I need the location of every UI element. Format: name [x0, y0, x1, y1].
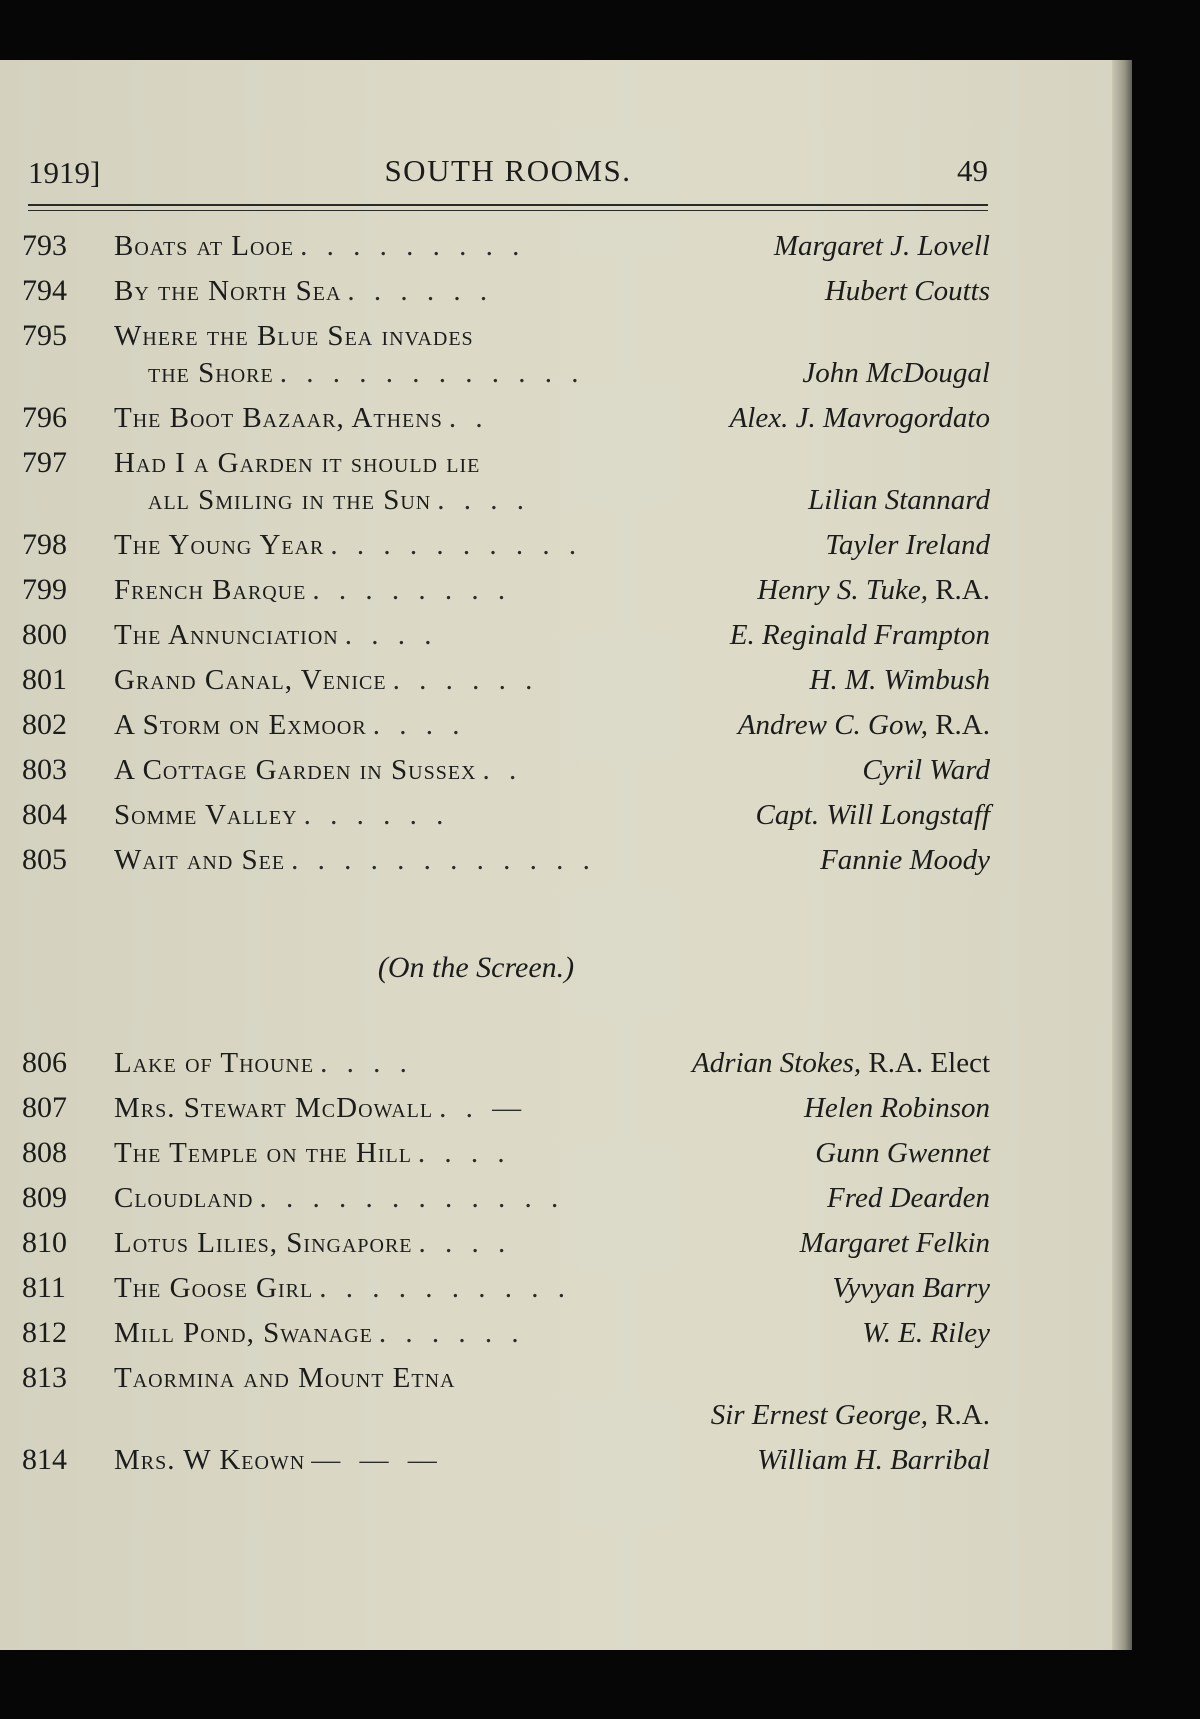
entry-title: Mill Pond, Swanage [114, 1317, 373, 1349]
entry-800 [22, 617, 990, 654]
entry-810 [22, 1225, 990, 1262]
entry-802 [22, 707, 990, 744]
entry-number: 807 [22, 1091, 67, 1124]
entry-artist: Sir Ernest George, R.A. [710, 1399, 990, 1431]
entry-number: 810 [22, 1226, 67, 1259]
entry-803 [22, 752, 990, 789]
dot-leader: . . . . . . . . . . . . [259, 1182, 565, 1214]
entry-title: The Goose Girl [114, 1272, 314, 1304]
entry-number: 808 [22, 1136, 67, 1169]
entry-title: Cloudland [114, 1182, 254, 1214]
entry-title: Lotus Lilies, Singapore [114, 1227, 413, 1259]
page-number: 49 [957, 153, 988, 188]
entry-title: The Annunciation [114, 619, 339, 651]
dot-leader: . . . . [418, 1227, 512, 1259]
dot-leader: . . . . [372, 709, 466, 741]
dot-leader: . . . . [344, 619, 438, 651]
dot-leader: . . . . . . . . . . . . [279, 357, 585, 389]
entry-title: A Cottage Garden in Sussex [114, 754, 477, 786]
entry-number: 805 [22, 843, 67, 876]
entry-title: Grand Canal, Venice [114, 664, 387, 696]
entry-artist: Capt. Will Longstaff [755, 799, 990, 831]
entry-807 [22, 1090, 990, 1127]
dot-leader: . . [482, 754, 523, 786]
entry-artist: Alex. J. Mavrogordato [729, 402, 990, 434]
entry-number: 802 [22, 708, 67, 741]
entry-artist: Fannie Moody [820, 844, 990, 876]
entry-number: 811 [22, 1271, 66, 1304]
entry-number: 809 [22, 1181, 67, 1214]
entry-796 [22, 400, 990, 437]
dot-leader: . . . . [417, 1137, 511, 1169]
entry-number: 803 [22, 753, 67, 786]
entry-title: By the North Sea [114, 275, 342, 307]
entry-number: 799 [22, 573, 67, 606]
entry-title: Taormina and Mount Etna [114, 1362, 456, 1394]
dot-leader: . . . . . . . . . . [330, 529, 583, 561]
dot-leader: . . . . . . . . . . . . [291, 844, 596, 876]
entry-title-line2: all Smiling in the Sun [148, 484, 432, 516]
entry-797 [22, 445, 990, 519]
entry-title-line1: Where the Blue Sea invades [114, 320, 474, 352]
entry-number: 796 [22, 401, 67, 434]
entry-number: 812 [22, 1316, 67, 1349]
entry-artist: Margaret Felkin [799, 1227, 990, 1259]
entry-artist: W. E. Riley [862, 1317, 990, 1349]
entry-title: The Boot Bazaar, Athens [114, 402, 443, 434]
entry-artist: E. Reginald Frampton [729, 619, 990, 651]
entries-list [22, 228, 990, 1487]
entry-title: French Barque [114, 574, 307, 606]
entry-812 [22, 1315, 990, 1352]
entry-805 [22, 842, 990, 879]
dot-leader: . . . . [320, 1047, 413, 1079]
entry-804 [22, 797, 990, 834]
entry-814 [22, 1442, 990, 1479]
entry-793 [22, 228, 990, 265]
entry-801 [22, 662, 990, 699]
dot-leader: . . — [439, 1092, 528, 1124]
entry-number: 794 [22, 274, 67, 307]
entry-809 [22, 1180, 990, 1217]
entry-number: 804 [22, 798, 67, 831]
entry-813 [22, 1360, 990, 1434]
header-rule [28, 204, 988, 211]
dot-leader: . . . . . . . . [312, 574, 512, 606]
entry-artist: Helen Robinson [803, 1092, 990, 1124]
dot-leader: . . . . . . [303, 799, 450, 831]
entry-artist: Fred Dearden [827, 1182, 990, 1214]
entry-number: 795 [22, 319, 67, 352]
dot-leader: . . . . [437, 484, 530, 516]
entry-artist: Cyril Ward [862, 754, 990, 786]
entry-title-line2: the Shore [148, 357, 274, 389]
entry-artist: Lilian Stannard [808, 484, 990, 516]
entry-artist: Henry S. Tuke, R.A. [757, 574, 990, 606]
header-year: 1919] [28, 155, 101, 190]
entry-number: 800 [22, 618, 67, 651]
entry-number: 797 [22, 446, 67, 479]
entry-808 [22, 1135, 990, 1172]
entry-title: Wait and See [114, 844, 286, 876]
entry-806 [22, 1045, 990, 1082]
entry-number: 801 [22, 663, 67, 696]
page-edge [1112, 60, 1132, 1650]
entry-artist: Gunn Gwennet [815, 1137, 990, 1169]
catalogue-page [0, 60, 1132, 1650]
entry-794 [22, 273, 990, 310]
entry-artist: Hubert Coutts [824, 275, 990, 307]
entry-artist: Andrew C. Gow, R.A. [737, 709, 990, 741]
entry-artist: John McDougal [802, 357, 990, 389]
entry-artist: Adrian Stokes, R.A. Elect [691, 1047, 990, 1079]
page-title: SOUTH ROOMS. [384, 153, 632, 188]
entry-title: The Young Year [114, 529, 325, 561]
entry-title: A Storm on Exmoor [114, 709, 367, 741]
entry-number: 814 [22, 1443, 67, 1476]
entry-799 [22, 572, 990, 609]
dot-leader: . . . . . . . . . [300, 230, 526, 262]
entry-811 [22, 1270, 990, 1307]
dot-leader: . . [448, 402, 489, 434]
entry-798 [22, 527, 990, 564]
entry-artist: Margaret J. Lovell [773, 230, 990, 262]
entry-title: Boats at Looe [114, 230, 295, 262]
entry-title: Mrs. Stewart McDowall [114, 1092, 434, 1124]
dot-leader: . . . . . . [378, 1317, 525, 1349]
section-heading-on-the-screen: (On the Screen.) [377, 951, 575, 984]
entry-number: 793 [22, 229, 67, 262]
entry-number: 813 [22, 1361, 67, 1394]
running-head [28, 155, 988, 199]
entry-number: 798 [22, 528, 67, 561]
entry-title: Somme Valley [114, 799, 298, 831]
entry-title: The Temple on the Hill [114, 1137, 412, 1169]
dash-leader: — — — [311, 1444, 443, 1476]
entry-title: Mrs. W Keown [114, 1444, 306, 1476]
entry-number: 806 [22, 1046, 67, 1079]
entry-title: Lake of Thoune [114, 1047, 315, 1079]
entry-artist: William H. Barribal [757, 1444, 990, 1476]
dot-leader: . . . . . . [347, 275, 494, 307]
dot-leader: . . . . . . [392, 664, 539, 696]
entry-795 [22, 318, 990, 392]
dot-leader: . . . . . . . . . . [319, 1272, 571, 1304]
entry-artist: Tayler Ireland [825, 529, 990, 561]
entry-artist: Vyvyan Barry [832, 1272, 990, 1304]
entry-title-line1: Had I a Garden it should lie [114, 447, 481, 479]
entry-artist: H. M. Wimbush [809, 664, 990, 696]
